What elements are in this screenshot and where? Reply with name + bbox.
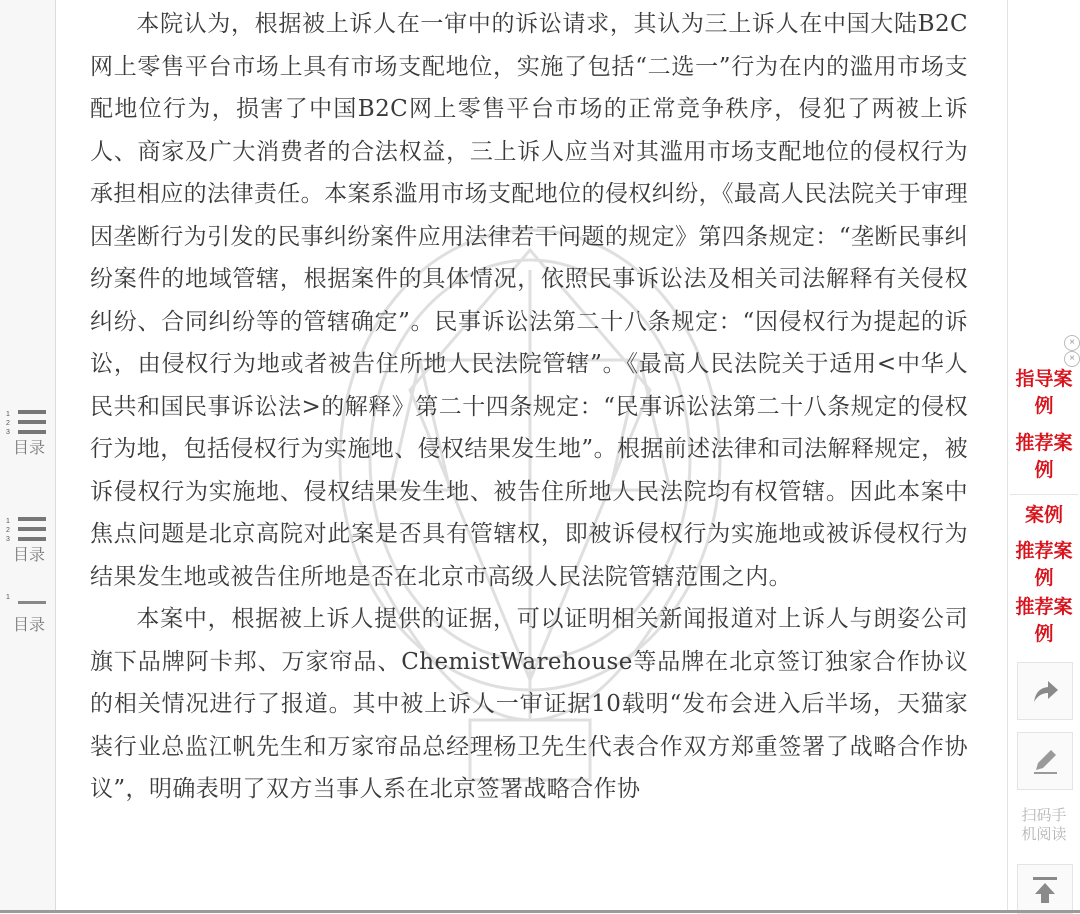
back-to-top-icon: [1030, 874, 1060, 904]
toc-label: 目录: [12, 617, 45, 634]
cases-link[interactable]: 案例: [1024, 505, 1063, 526]
share-arrow-icon: [1030, 676, 1060, 706]
left-toc-bar: [0, 0, 56, 913]
right-tool-bar: [1007, 0, 1080, 913]
svg-text:2: 2: [6, 527, 10, 534]
svg-text:3: 3: [6, 429, 10, 436]
qr-read-link[interactable]: 扫码手机阅读: [1021, 807, 1067, 843]
back-to-top-button[interactable]: [1017, 864, 1073, 914]
recommended-cases-link[interactable]: 推荐案例: [1015, 433, 1073, 481]
divider: [1010, 494, 1078, 495]
toc-button[interactable]: [6, 587, 52, 635]
close-icon[interactable]: ×: [1064, 351, 1080, 367]
body-paragraph: 本院认为，根据被上诉人在一审中的诉讼请求，其认为三上诉人在中国大陆B2C网上零售平台市场上具有市场支配地位，实施了包括“二选一”行为在内的滥用市场支配地位行为，损害了中国B2C网上零售平台市场的正常竞争秩序，侵犯了两被上诉人、商家及广大消费者的合法权益，三上诉人应当对其滥用市场支配地位的侵权行为承担相应的法律责任。本案系滥用市场支配地位的侵权纠纷，《最高人民法院关于审理因垄断行为引发的民事纠纷案件应用法律若干问题的规定》第四条规定：“垄断民事纠纷案件的地域管辖，根据案件的具体情况，依照民事诉讼法及相关司法解释有关侵权纠纷、合同纠纷等的管辖确定”。民事诉讼法第二十八条规定：“因侵权行为提起的诉讼，由侵权行为地或者被告住所地人民法院管辖”。《最高人民法院关于适用<中华人民共和国民事诉讼法>的解释》第二十四条规定：“民事诉讼法第二十八条规定的侵权行为地，包括侵权行为实施地、侵权结果发生地”。根据前述法律和司法解释规定，被诉侵权行为实施地、侵权结果发生地、被告住所地人民法院均有权管辖。因此本案中焦点问题是北京高院对此案是否具有管辖权，即被诉侵权行为实施地或被诉侵权行为结果发生地或被告住所地是否在北京市高级人民法院管辖范围之内。: [90, 11, 968, 590]
edit-button[interactable]: [1017, 732, 1073, 790]
svg-text:1: 1: [6, 594, 10, 601]
toc-label: 目录: [12, 440, 45, 457]
svg-text:2: 2: [6, 420, 10, 427]
svg-text:3: 3: [6, 536, 10, 543]
share-button[interactable]: [1017, 662, 1073, 720]
pencil-icon: [1030, 746, 1060, 776]
document-body: [90, 0, 968, 913]
toc-list-icon: [6, 587, 52, 607]
svg-text:1: 1: [6, 411, 10, 418]
recommended-cases-link[interactable]: 推荐案例: [1015, 597, 1073, 645]
toc-button[interactable]: [6, 515, 52, 565]
guiding-cases-link[interactable]: 指导案例: [1015, 369, 1073, 417]
toc-label: 目录: [12, 547, 45, 564]
recommended-cases-link[interactable]: 推荐案例: [1015, 541, 1073, 589]
close-icon[interactable]: ×: [1064, 335, 1080, 351]
svg-text:1: 1: [6, 518, 10, 525]
toc-button[interactable]: [6, 408, 52, 458]
body-paragraph: 本案中，根据被上诉人提供的证据，可以证明相关新闻报道对上诉人与朗姿公司旗下品牌阿卡邦、万家帘品、ChemistWarehouse等品牌在北京签订独家合作协议的相关情况进行了报道。其中被上诉人一审证据10载明“发布会进入后半场，天猫家装行业总监江帆先生和万家帘品总经理杨卫先生代表合作双方郑重签署了战略合作协议”，明确表明了双方当事人系在北京签署战略合作协: [90, 606, 968, 802]
